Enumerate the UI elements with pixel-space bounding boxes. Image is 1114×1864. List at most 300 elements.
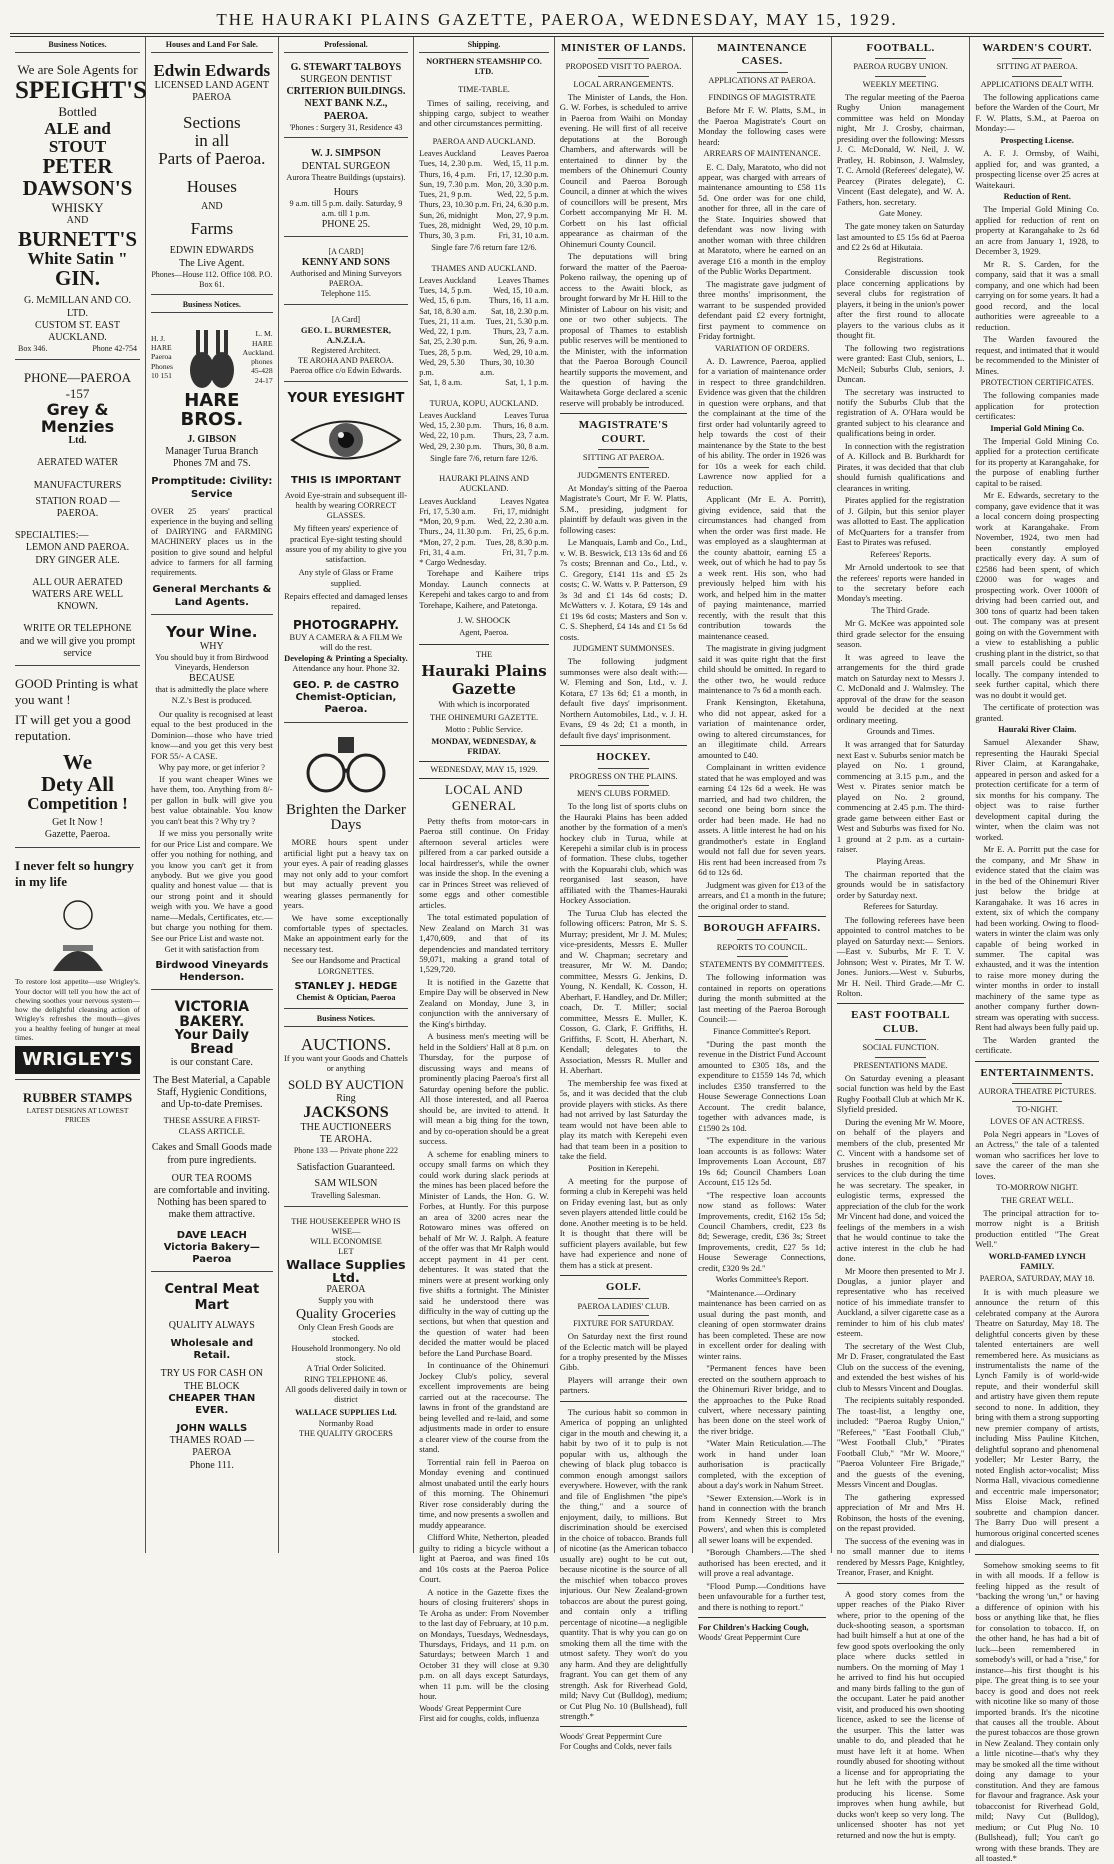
ad-line: Supply you with — [318, 1296, 374, 1305]
ad-line: Box 346. — [18, 344, 48, 354]
article-paragraph: A. F. J. Ormsby, of Waihi, applied for, and was granted, a prospecting license over 25 acres at Waitekauri. — [975, 148, 1099, 190]
route-heading: HAURAKI PLAINS AND AUCKLAND. — [439, 474, 529, 494]
article-heading: ENTERTAINMENTS. — [980, 1066, 1094, 1079]
section-heading: Business Notices. — [284, 1014, 409, 1027]
timetable-row — [419, 411, 549, 421]
speights-ad — [15, 57, 147, 360]
shipping-note: Times of sailing, receiving, and shipping cargo, subject to weather and other circumstances permitting. — [419, 97, 549, 129]
timetable-cell: Tues, 21, 11 a.m. — [419, 316, 476, 326]
motto: Motto : Public Service. — [445, 724, 523, 734]
article-heading: FOOTBALL. — [866, 42, 935, 54]
timetable-cell: Fri, 25, 6 p.m. — [502, 527, 549, 537]
timetable-cell: Thurs, 16, 11 a.m. — [489, 296, 549, 306]
timetable-cell: Sun, 26, midnight — [419, 210, 478, 220]
timetable-cell: Wed, 29, 5.30 p.m. — [419, 357, 465, 378]
section-heading: Houses and Land For Sale. — [151, 40, 273, 53]
burmester-card — [284, 310, 409, 382]
article-subheading: Imperial Gold Mining Co. — [990, 423, 1084, 433]
columns — [10, 36, 1104, 1864]
ad-line: DENTAL SURGEON — [301, 160, 391, 172]
article-paragraph: The gathering expressed appreciation of Mr and Mrs H. Robinson, the hosts of the evening, on the repast provided. — [836, 1491, 965, 1534]
bakery-ad — [151, 995, 273, 1272]
timetable-row — [419, 180, 549, 190]
ad-line: WHISKY — [51, 199, 104, 215]
timetable-cell: Sat, 18, 2.30 p.m. — [490, 306, 549, 316]
ad-line: RUBBER STAMPS — [22, 1090, 133, 1106]
spectacles-icon — [296, 737, 396, 799]
timetable-cell: Wed, 22, 5 p.m. — [496, 190, 549, 200]
ad-line: KENNY AND SONS — [301, 256, 390, 268]
article-subheading: PAEROA RUGBY UNION. — [853, 62, 948, 72]
article-paragraph: A. D. Lawrence, Paeroa, applied for a variation of maintenance order in respect to three grandchildren. Evidence was given that the children in question were orphans, and that the complainant at the time of the first order had voluntarily agreed to help towards the cost of their maintenance by the State to the best of his ability. The order in 1926 was for 10s a week for each child. Lawrence now applied for a reduction. — [698, 355, 826, 492]
ad-line: GEO. L. BURMESTER, A.N.Z.I.A. — [300, 324, 391, 346]
article-paragraph: In continuance of the Ohinemuri Jockey Club's policy, several excellent improvements are being carried out at the racecourse. The lawns in front of the grandstand are being levelled and re-laid, and some adjustments made in order to ensure a clearer view of the course from the stand. — [419, 1360, 549, 1455]
ad-line: To restore lost appetite—use Wrigley's. Your doctor will tell you how the act of chewing soothes your nervous system—how the delightful cleansing action of Wrigley's refreshes the mouth—gives you a healthy feeling of hunger at meal times. — [15, 977, 140, 1042]
timetable-row — [419, 358, 549, 379]
article-subheading: VARIATION OF ORDERS. — [714, 343, 810, 353]
ad-line: BUY A CAMERA & A FILM We will do the rest. — [289, 633, 403, 653]
ad-line: RING TELEPHONE 46. — [304, 1374, 388, 1384]
agent-name: J. W. SHOOCK — [457, 616, 511, 626]
ad-line: 9 a.m. till 5 p.m. daily. Saturday, 9 a.m. till 1 p.m. — [289, 199, 403, 218]
article-paragraph: During the evening Mr W. Moore, on behalf of the players and members of the club, presented Mr C. Vincent with a handsome set of brushes in recognition of his services to the club during the time he was secretary. The speaker, in eulogistic terms, expressed the appreciation of the club for the work Mr Vincent had done, and voiced the feelings of the members in a wish that he would continue to take the active interest in the club he had done. — [836, 1116, 965, 1264]
article-subheading: STATEMENTS BY COMMITTEES. — [699, 959, 825, 969]
timetable-row — [419, 421, 549, 431]
ad-line: are comfortable and inviting. Nothing has been spared to make them attractive. — [153, 1184, 270, 1221]
ad-line: TE AROHA. — [319, 1134, 373, 1146]
timetable-row — [419, 517, 549, 527]
ad-line: ALL OUR AERATED WATERS ARE WELL KNOWN. — [32, 576, 123, 613]
timetable-row — [419, 507, 549, 517]
article-paragraph: Mr Moore then presented to Mr J. Douglas, a junior player and representative who has received notice of his immediate transfer to Auckland, a silver cigarette case as a reminder to him of his club mates' esteem. — [836, 1265, 965, 1339]
the-label: THE — [475, 649, 493, 659]
incorporated-line: With which is incorporated — [438, 700, 530, 710]
footer-line: Woods' Great Peppermint Cure — [559, 1732, 662, 1742]
ad-line: Sections — [183, 112, 241, 132]
ad-paragraph: If you want cheaper Wines we have them, too. Anything from 8/- per gallon in bulk will give you best value obtainable. You know you can't beat this ? Why try ? — [151, 773, 273, 826]
timetable-cell: Leaves Auckland — [419, 149, 476, 159]
ad-line: The Best Material, a Capable Staff, Hygienic Conditions, and Up-to-date Premises. — [153, 1074, 271, 1111]
article-paragraph: The total estimated population of New Zealand on March 31 was 1,470,609, and that of its dependencies and mandated territory 59,071, making a grand total of 1,529,720. — [419, 912, 549, 975]
article-subheading: Referees for Saturday. — [863, 902, 938, 912]
timetable-turua — [419, 411, 549, 452]
ad-line: GOOD Printing is what you want ! — [15, 675, 139, 707]
ad-line: LATEST DESIGNS AT LOWEST PRICES — [26, 1105, 129, 1124]
article-subheading: The Third Grade. — [871, 605, 930, 615]
column-5 — [555, 37, 694, 1752]
shipping-note: Torehape and Kaihere trips Monday. Launch connects at Kerepehi and takes cargo to and from Torehape, Kaihere, and Patetonga. — [419, 568, 549, 610]
article-paragraph: A good story comes from the upper reaches of the Piako River where, prior to the opening of the duck-shooting season, a sportsman had built himself a hut at one of the few good spots overlooking the only place where ducks settled in numbers. On the morning of May 1 he arrived to find his hut occupied and many birds falling to the gun of the occupant. Later he paid another visit, and produced his own shooting licence, asked to see the license of the usurper. This the latter was unable to do, and pleaded that he must have left it at home. When roundly abused for shooting without a license and for appropriating the hut he left with the purpose of producing his license. Some improves when hung awhile, but ducks won't keep so very long. The unlicensed shooter has not yet returned and now the hut is empty. — [836, 1588, 965, 1840]
ad-line: Your Wine. — [166, 622, 258, 641]
ad-line: BECAUSE — [189, 673, 235, 685]
timetable-cell: Leaves Auckland — [419, 496, 476, 506]
article-subheading: TO-NIGHT. — [1016, 1104, 1058, 1114]
timetable-cell: Sat, 25, 2.30 p.m. — [419, 337, 477, 347]
article-paragraph: The Turua Club has elected the following officers: Patron, Mr S. S. Murray; president, Mr J. M. Mules; vice-presidents, Messrs E. Muller and W. Chapman; secretary and treasurer, Mr W. M. Dando; committee, Messrs G. Jenkins, D. Young, N. Kendall, K. Cosson, H. Aberhart, F. Handley, and Dr. Miller; coach, Dr. T. Miller; social committee, Messrs E. Muller, K. Cosson, G. Clark, F. Griffiths, H. Griffiths, F. Scott, H. Aberhart, N. Kendall; delegates to the Association, Messrs R. Muller and H. Aberhart. — [559, 907, 688, 1076]
article-paragraph: The membership fee was fixed at 5s, and it was decided that the club provide players with sticks. As there had not arrived by last Saturday the team would not have been able to play its match with Kerepehi even had that team been in a position to take the field. — [559, 1077, 688, 1162]
ad-line: WHY — [199, 640, 224, 652]
article-paragraph: Mr Arnold undertook to see that the referees' reports were handed in to the secretary before each Monday's meeting. — [836, 562, 965, 604]
ad-line: AND — [66, 215, 89, 227]
timetable-cell: Thurs, 30, 10.30 a.m. — [480, 357, 534, 378]
ad-line: SOLD BY AUCTION — [288, 1077, 404, 1093]
ad-line: Any style of Glass or Frame supplied. — [298, 568, 394, 588]
timetable-row — [419, 296, 549, 306]
ad-line: Wholesale and Retail. — [170, 1337, 254, 1362]
article-subheading: PRESENTATIONS MADE. — [853, 1060, 948, 1070]
column-4 — [414, 37, 555, 1723]
timetable-cell: *Mon, 20, 9 p.m. — [419, 517, 476, 527]
ad-line: Gazette, Paeroa. — [44, 829, 111, 841]
column-7 — [832, 37, 971, 1840]
ad-line: CRITERION BUILDINGS. NEXT BANK N.Z., PAEROA. — [286, 86, 406, 122]
ad-line: Satisfaction Guaranteed. — [296, 1162, 396, 1174]
timetable-cell: Fri, 31, 7 p.m. — [502, 547, 549, 557]
meat-mart-ad — [151, 1277, 273, 1477]
ad-line: in all — [194, 130, 230, 150]
article-paragraph: The following referees have been appointed to control matches to be played on Saturday next:— Seniors.—East v. Suburbs, Mr F. T. V. Johnson; West v. Pirates, Mr T. W. Jones. Juniors.—West v. Suburbs, Mr H. Neil. Third Grade.—Mr C. Rolton. — [836, 914, 965, 998]
article-paragraph: E. C. Daly, Maratoto, who did not appear, was charged with arrears of maintenance amounting to £58 11s 5d. One order was for one child, another for three, all in the care of the State. Inquiries showed that defendant was now living with another woman with three children at Maratoto, where he earned on an average £16 a month in the employ of the Public Works Department. — [698, 161, 826, 277]
timetable-cell: Wed, 29, 10 a.m. — [493, 347, 549, 357]
ad-line: YOUR EYESIGHT — [287, 390, 405, 406]
article-paragraph: Somehow smoking seems to fit in with all moods. If a fellow is feeling hipped as the result of "backing the wrong 'un," or having a difference of opinion with his boss or anything like that, he flies for consolation to tobacco. If, on the other hand, he has had a bit of luck—been remembered in somebody's will, or had a "rise," for instance—his first thought is his pipe. The great thing is to see your baccy is good and does not reek with nicotine like so many of those imported brands. It's the nicotine that causes all the trouble. About the purest tobaccos are those grown in New Zealand. They contain only a little nicotine—that's why they may be smoked all the time without doing any damage to your constitution. And they are famous for flavour and fragrance. Ask your tobacconist for Riverhead Gold, mild; Navy Cut (Bulldog), medium; or Cut Plug No. 10 (Bullshead), full; You can't go wrong with these brands. They are all toasted.* — [975, 1559, 1099, 1864]
ad-line: General Merchants & Land Agents. — [152, 584, 272, 608]
timetable-cell: Thurs, 23, 7 a.m. — [493, 431, 549, 441]
ad-line: Ltd. — [68, 435, 87, 447]
ad-line: WILL ECONOMISE — [310, 1237, 382, 1247]
article-subheading: Prospecting License. — [1000, 135, 1074, 145]
column-8 — [970, 37, 1104, 1864]
ad-line: LET — [338, 1247, 354, 1257]
ad-line: See our Handsome and Practical LORGNETTES. — [291, 956, 401, 976]
article-heading: MAINTENANCE CASES. — [717, 42, 807, 68]
timetable-row — [419, 442, 549, 452]
article-subheading: ARREARS OF MAINTENANCE. — [703, 149, 821, 159]
timetable-cell: Tues, 14, 2.30 p.m. — [419, 159, 483, 169]
ad-line: THE AUCTIONEERS — [300, 1122, 392, 1134]
ad-line: Phone 42-754 — [92, 344, 137, 354]
timetable-cell: Wed, 22, 1 p.m. — [419, 327, 472, 337]
ad-line: Paeroa office c/o Edwin Edwards. — [290, 365, 402, 375]
timetable-cell: Sat, 1, 8 a.m. — [419, 378, 463, 388]
article-paragraph: The secretary was instructed to notify the Suburbs Club that the registration of A. O'Hara would be granted subject to his clearance and qualifications being in order. — [836, 386, 965, 439]
timetable-cell: Tues, 21, 5.30 p.m. — [485, 316, 549, 326]
article-paragraph: Petty thefts from motor-cars in Paeroa still continue. On Friday afternoon several articles were pilfered from a car parked outside a local hairdresser's, while the owner was inside the shop. In the evening a car in Princes Street was relieved of some eggs and other comestible articles. — [419, 815, 549, 910]
ad-line: CHEAPER THAN EVER. — [168, 1392, 256, 1416]
timetable-row — [419, 211, 549, 221]
article-paragraph: Players will arrange their own partners. — [559, 1374, 688, 1396]
ad-line: Telephone 115. — [320, 289, 371, 299]
ad-line: Travelling Salesman. — [311, 1190, 381, 1200]
ad-line: Birdwood Vineyards — [155, 959, 269, 971]
footer-line: Woods' Great Peppermint Cure — [419, 1703, 522, 1713]
ad-line: SAM WILSON — [314, 1178, 378, 1190]
ad-line: AERATED WATER — [36, 457, 119, 469]
article-paragraph: It is notified in the Gazette that Empire Day will be observed in New Zealand on Monday, June 3, in conjunction with the anniversary of the King's birthday. — [419, 976, 549, 1029]
timetable-row — [419, 378, 549, 388]
article-paragraph: The following judgment summonses were also dealt with:— W. Fleming and Son, Ltd., v. J. Kotara, £7 13s 6d; £1 a month, in default five days' imprisonment. Northern Automobiles, Ltd., v. J. H. Evans, £9 4s 2d; £1 a month, in default five days' imprisonment. — [559, 656, 688, 740]
article-paragraph: The principal attraction for to-morrow night is a British production entitled "The Great Well." — [975, 1207, 1099, 1250]
article-paragraph: The certificate of protection was granted. — [975, 702, 1099, 723]
article-paragraph: The regular meeting of the Paeroa Rugby Union management committee was held on Monday night, Mr J. Crosby, chairman, presiding over the following: Messrs J. C. McDonald, W. Neil, J. W. Pratley, H. Robinson, J. Walmsley, T. C. Arnold (Referees' delegate), W. Pearcey (Pirates delegate), C. Vincent (East delegate), and W. A. Fathers, hon. secretary. — [836, 91, 965, 207]
ad-line: Parts of Paeroa. — [158, 148, 266, 168]
article-subheading: Gate Money. — [879, 209, 923, 219]
ad-line: IT will get you a good reputation. — [15, 711, 131, 743]
article-paragraph: The magistrate gave judgment of three months' imprisonment, the warrant to be suspended provided defendant paid £2 every fortnight, first payment to commence on Friday fortnight. — [698, 278, 826, 342]
ad-line: Manager Turua Branch — [165, 445, 259, 457]
article-subheading: JUDGMENTS ENTERED. — [577, 470, 670, 480]
ad-line: THIS IS IMPORTANT — [291, 475, 401, 487]
timetable-row — [419, 286, 549, 296]
article-paragraph: "Maintenance.—Ordinary maintenance has been carried on as usual during the past month, and cleaning of open stormwater drains has been completed. These are now in excellent order for dealing with winter rains. — [698, 1287, 826, 1361]
ad-line: ALE and STOUT — [44, 118, 111, 156]
ad-line: THAMES ROAD — PAEROA — [169, 1435, 255, 1459]
paper-name: Hauraki Plains Gazette — [421, 661, 547, 699]
section-heading: Business Notices. — [151, 300, 273, 313]
article-paragraph: "Sewer Extension.—Work is in hand in connection with the branch from Kennedy Street to Mrs Powers', and when this is completed all sewer loans will be expended. — [698, 1492, 826, 1545]
ad-line: Registered Architect. — [311, 345, 381, 355]
timetable-row — [419, 170, 549, 180]
article-subheading: Hauraki River Claim. — [998, 725, 1077, 735]
timetable-cell: Mon, 20, 3.30 p.m. — [485, 179, 549, 189]
ad-line: TRY US FOR CASH ON THE BLOCK — [160, 1368, 264, 1392]
ad-line: Ring — [336, 1093, 356, 1105]
article-subheading: REPORTS TO COUNCIL. — [716, 942, 808, 952]
ad-line: Phone 133 — Private phone 222 — [293, 1146, 399, 1156]
masthead: THE HAURAKI PLAINS GAZETTE, PAEROA, WEDNESDAY, MAY 15, 1929. — [10, 8, 1104, 34]
article-paragraph: The following companies made application for protection certificates: — [975, 390, 1099, 422]
ad-line: The Live Agent. — [179, 257, 245, 269]
footer-line: Woods' Great Peppermint Cure — [698, 1633, 801, 1643]
article-paragraph: Mr R. S. Carden, for the company, said that it was a small company, and one which had been carrying on for some years. It had a good record, and the local authorities were agreeable to a reduction. — [975, 258, 1099, 332]
eye-icon — [286, 409, 406, 471]
ad-line: PHONE—PAEROA -157 — [23, 369, 132, 401]
article-subheading: Registrations. — [877, 254, 924, 264]
article-paragraph: "During the past month the revenue in the District Fund Account amounted to £305 18s, and the expenditure to £1559 14s 7d, which includes £350 transferred to the House Sewerage Connections Loan Account. The credit balance, together with advances made, is £1590 2s 10d. — [698, 1038, 826, 1133]
article-paragraph: The following information was contained in reports on operations during the month submitted at the last meeting of the Paeroa Borough Council:— — [698, 972, 826, 1025]
timetable-cell: Thurs, 23, 10.30 p.m. — [419, 200, 490, 210]
ad-line: Get It Now ! — [52, 817, 103, 829]
ad-line: PHONE 25. — [321, 219, 371, 230]
timetable-cell: Wed, 29, 2.30 p.m. — [419, 441, 482, 451]
article-paragraph: "Water Main Reticulation.—The work in hand under loan authorisation is practically completed, with the exception of about a day's work in Nahum Street. — [698, 1438, 826, 1491]
ad-line: Cakes and Small Goods made from pure ingredients. — [151, 1142, 272, 1166]
timetable-cell: Tues, 14, 5 p.m. — [419, 286, 472, 296]
article-paragraph: A scheme for enabling miners to occupy small farms on which they could work during slack periods at the mines has been placed before the Minister of Lands, the Hon. G. W. Forbes, at Huntly. For this purpose an area of 3200 acres near the Rotowaro mines was offered on behalf of Mr W. J. Ralph. A feature of the offer was that Mr Ralph would accept payment in 41 per cent. debentures. It was stated that the miners were at present working only five shifts a fortnight. The Minister said he understood there was difficulty in the way of cutting up the sections, but when that question and the question of water had been decided the matter would be placed before the Land Purchase Board. — [419, 1148, 549, 1358]
ad-line: I never felt so hungry in my life — [15, 857, 134, 889]
article-paragraph: Judgment was given for £13 of the arrears, and £1 a month in the future; the original order to stand. — [698, 879, 826, 911]
timetable-cell: Wed, 22, 2.30 a.m. — [487, 517, 549, 527]
section-heading: Professional. — [284, 40, 409, 53]
rabbits-icon — [182, 322, 242, 392]
footer-line: First aid for coughs, colds, influenza — [419, 1713, 540, 1723]
article-heading: GOLF. — [605, 1281, 642, 1294]
ad-line: TE AROHA AND PAEROA. — [298, 355, 394, 365]
article-paragraph: It was arranged that for Saturday next East v. Suburbs senior match be played on No. 1 ground, commencing at 3.15 p.m., and the West v. Pirates senior match be played on No. 2 ground, commencing at 2.45 p.m. The third-grade game between either East or West and Suburbs was fixed for No. 1 ground at 2 p.m. as a curtain-raiser. — [836, 739, 965, 855]
timetable-row — [419, 200, 549, 210]
article-paragraph: Mr G. McKee was appointed sole third grade selector for the ensuing season. — [836, 618, 965, 650]
timetable-cell: Thurs, 23, 7 a.m. — [493, 327, 549, 337]
article-subheading: THE GREAT WELL. — [1000, 1195, 1074, 1205]
ad-line: Developing & Printing a Specialty. — [284, 653, 408, 663]
ad-line: STATION ROAD — PAEROA. — [35, 495, 120, 520]
ad-line: THE QUALITY GROCERS — [298, 1428, 393, 1438]
timetable-row — [419, 538, 549, 548]
article-paragraph: Applicant (Mr E. A. Porritt), giving evidence, said that the circumstances had changed from when the order was first made. He was employed as a slaughterman at the county abattoir, earning £5 a week, out of which he had to pay 5s a week rent. His son, who had previously helped him with his work, and helped him in the matter of paying maintenance, married recently, with the result that this contribution towards the maintenance ceased. — [698, 494, 826, 641]
ad-line: LEMON AND PAEROA. — [25, 542, 130, 554]
ad-line: Edwin Edwards — [153, 60, 271, 80]
ad-line: JACKSONS — [303, 1104, 389, 1122]
article-subheading: PAEROA, SATURDAY, MAY 18. — [979, 1274, 1095, 1284]
article-heading: MAGISTRATE'S COURT. — [578, 419, 669, 445]
ad-line: WRIGLEY'S — [15, 1046, 140, 1074]
timetable-cell: Tues, 28, midnight — [419, 220, 481, 230]
article-paragraph: Frank Kensington, Eketahuna, who did not appear, asked for a variation of maintenance order, owing to altered circumstances, for an illegitimate child. Arrears amounted to £40. — [698, 697, 826, 760]
ad-line: Repairs effected and damaged lenses repaired. — [284, 591, 408, 612]
timetable-cell: Fri, 24, 6.30 p.m. — [491, 200, 549, 210]
timetable-cell: Fri, 17, 5.30 a.m. — [419, 506, 476, 516]
timetable-row — [419, 159, 549, 169]
ad-line: Central Meat Mart — [164, 1282, 260, 1313]
kenny-card — [284, 242, 409, 305]
timetable-row — [419, 276, 549, 286]
timetable-cell: Fri, 17, 12.30 p.m. — [487, 169, 549, 179]
column-1 — [10, 37, 146, 1553]
ad-line: HARE BROS. — [180, 390, 244, 430]
article-subheading: SITTING AT PAEROA. — [996, 62, 1078, 72]
article-heading: HOCKEY. — [596, 751, 651, 764]
ad-line: H. J. HARE Paeroa Phones 10 151 — [151, 333, 173, 380]
ad-line: Only Clean Fresh Goods are stocked. — [298, 1323, 394, 1343]
ad-line: PETER — [42, 154, 113, 179]
ad-line: Phone 111. — [189, 1459, 234, 1471]
timetable-row — [419, 327, 549, 337]
ad-line: Avoid Eye-strain and subsequent ill-health by wearing CORRECT GLASSES. — [284, 490, 408, 521]
timetable-cell: Tues, 28, 5 p.m. — [419, 347, 472, 357]
article-paragraph: The Minister of Lands, the Hon. G. W. Forbes, is scheduled to arrive in Paeroa from Waihi on Monday evening. He will first of all receive deputations at the Borough Chambers, and afterwards will be entertained to dinner by the members of the Ohinemuri County Council and Paeroa Borough Council, a dinner at which the wives of councillors will be present, Mrs Corbett accompanying Mr H. M. Corbett on his last official appearance as chairman of the Ohinemuri County Council. — [559, 91, 688, 249]
ad-line: SPEIGHT'S — [15, 76, 147, 104]
ad-line: Chemist-Optician, Paeroa. — [295, 692, 397, 716]
article-paragraph: Clifford White, Netherton, pleaded guilty to riding a bicycle without a light at Paeroa, and was fined 10s and 10s costs at the Paeroa Police Court. — [419, 1532, 549, 1585]
timetable-cell: Leaves Auckland — [419, 410, 476, 420]
article-subheading: Finance Committee's Report. — [713, 1026, 811, 1036]
article-subheading: Works Committee's Report. — [715, 1275, 809, 1285]
article-paragraph: A meeting for the purpose of forming a club in Kerepehi was held on Friday evening last, but as only seven players attended little could be done. Another meeting is to be held. It is thought that there will be sufficient players available, but few have had experience and none of them has a stick at present. — [559, 1175, 688, 1270]
timetable-paeroa-auckland — [419, 149, 549, 241]
article-paragraph: The gate money taken on Saturday last amounted to £5 15s 6d at Paeroa and £2 2s 6d at Hikutaia. — [836, 221, 965, 253]
article-paragraph: Le Manquais, Lamb and Co., Ltd., v. W. B. Beswick, £13 13s 6d and £6 7s costs; Brennan and Co., Ltd., v. C. Gregory, £141 11s and £5 2s costs; C. W. Watts v. P. Patterson, £9 3s 3d and £1 14s 6d costs; D. McWatters v. J. Kotara, £9 14s and £1 19s 6d costs; Masters and Son v. C. S. Shepherd, £4 14s and £1 5s 6d costs. — [559, 537, 688, 642]
ad-paragraph: Our quality is recognised at least equal to the best produced in the Dominion—those who have tried know—and you get this very best FOR 55/- A CASE. — [151, 708, 273, 761]
timetable-row — [419, 527, 549, 537]
timetable-cell: Wed, 29, 10 p.m. — [492, 220, 549, 230]
article-paragraph: It was agreed to leave the arrangements for the third grade match on Saturday next to Messrs J. C. McDonald and J. Walmsley. The approval of the draw for the season would be decided at the next ordinary meeting. — [836, 651, 965, 725]
timetable-cell: Thurs, 16, 4 p.m. — [419, 169, 476, 179]
article-paragraph: "The expenditure in the various loan accounts is as follows: Water Improvements Loan Account, £87 19s 6d; Council Chambers Loan Account, £15 12s 5d. — [698, 1135, 826, 1188]
article-paragraph: The curious habit so common in America of popping an unlighted cigar in the mouth and chewing it, a habit by two of it to pulp is not popular with us, although the chewing of black plug tobacco is common enough amongst sailors everywhere. However, with the rank and file of Englishmen "the pipe's the thing," and a source of enjoyment, daily, to millions. But discrimination should be exercised in the choice of tobacco. Brands full of nicotine (as the American tobacco usually are) ought to be cut out, because nicotine is the source of all the mischief when tobacco proves injurious. Our New Zealand-grown tobaccos are about the purest going, and contain only a trifling percentage of nicotine—a negligible quantity. That is why you can go on smoking them all the time with the utmost safety. They won't do you any harm. And they are delightfully fragrant. You can get them of any strength. Ask for Riverhead Gold, mild; Navy Cut (Bulldog), medium; or Cut Plug No. 10 (Bullshead), full strength.* — [559, 1406, 688, 1721]
ad-line: WRITE OR TELEPHONE and we will give you prompt service — [19, 623, 136, 659]
agent-title: Agent, Paeroa. — [459, 628, 509, 638]
column-3 — [279, 37, 415, 1553]
article-paragraph: Pirates applied for the registration of J. Gilpin, but this senior player was allotted to East. The application of McQuarters for a transfer from East to Pirates was refused. — [836, 495, 965, 548]
ad-line: Authorised and Mining Surveyors PAEROA. — [290, 269, 402, 289]
ad-line: SURGEON DENTIST — [300, 73, 392, 85]
ad-line: [A CARD] — [328, 247, 364, 257]
timetable-cell: Thurs, 30, 3 p.m. — [419, 231, 476, 241]
article-subheading: Referees' Reports. — [870, 549, 932, 559]
timetable-cell: Mon, 27, 9 p.m. — [496, 210, 549, 220]
ad-paragraph: If we miss you personally write for our Price List and compare. We offer you nothing for nothing, and you know you can't get it from anybody. But we give you good quality and honest value — that is our strong point and it should weigh with you. We have a good name—Medals, Certificates, etc.—but charge you nothing for them. See our Price List and waste not. — [151, 828, 273, 943]
timetable-cell: Tues, 28, 8.30 p.m. — [485, 537, 549, 547]
article-subheading: SITTING AT PAEROA. — [582, 453, 665, 463]
article-paragraph: The deputations will bring forward the matter of the Paeroa-Pokeno railway, the opening up of access to the Awaiti block, as brought forward by Mr H. Hill to the Minister of Labour on his visit; and one or two other subjects. The proposal of Thames to establish public reserves will be mentioned to the Minister, with the information that the Paeroa Borough Council heartily supports the movement, and the question of having the Waitawheta Gorge declared a scenic reserve will probably be introduced. — [559, 251, 688, 408]
ad-line: GIN. — [55, 266, 100, 291]
article-heading: MINISTER OF LANDS. — [561, 42, 687, 54]
ad-line: 'Phones : Surgery 31, Residence 43 — [289, 122, 403, 132]
article-paragraph: In connection with the registration of A. Killock and B. Burkhardt for Pirates, it was decided that that club should furnish qualifications and clearances in writing. — [836, 440, 965, 493]
article-paragraph: A business men's meeting will be held in the Soldiers' Hall at 8 p.m. on Thursday, for the purpose of discussing ways and means of prominently placing Paeroa's first all Saturday opening before the public. All those interested, and all Paeroa should be, are invited to attend. It will mean a big thing for the town, and by co-operation should be a great success. — [419, 1031, 549, 1147]
ad-line: Phones—House 112. Office 108. P.O. Box 61. — [151, 269, 273, 289]
ad-line: DAWSON'S — [22, 176, 133, 201]
man-illustration-icon — [23, 893, 133, 973]
article-paragraph: Samuel Alexander Shaw, representing the Hauraki Special River Claim, at Karangahake, appeared in person and asked for a protection certificate for a term of six months for his company. The object was to raise further development capital during the winter, when the claim was not worked. — [975, 737, 1099, 842]
article-subheading: TO-MORROW NIGHT. — [996, 1183, 1079, 1193]
article-subheading: LOVES OF AN ACTRESS. — [990, 1116, 1085, 1126]
ad-line: DRY GINGER ALE. — [35, 554, 120, 566]
article-paragraph: The Imperial Gold Mining Co. applied for a protection certificate for its property at Karangahake, for the purpose of enabling further capital to be raised. — [975, 435, 1099, 488]
article-subheading: Position in Kerepehi. — [588, 1163, 659, 1173]
ad-line: W. J. SIMPSON — [311, 148, 381, 160]
footer-line: For Coughs and Colds, never fails — [559, 1742, 672, 1752]
ad-line: Attendance any hour. Phone 32. — [292, 663, 400, 673]
timetable-row — [419, 307, 549, 317]
ad-line: STANLEY J. HEDGE — [294, 980, 398, 992]
ad-line: LICENSED LAND AGENT — [154, 79, 270, 91]
ad-line: QUALITY ALWAYS — [168, 1319, 255, 1331]
article-subheading: Reduction of Rent. — [1003, 192, 1071, 202]
ad-line: Why pay more, or get inferior ? — [158, 763, 265, 773]
ad-line: OVER 25 years' practical experience in the buying and selling of DAIRYING and FARMING MACHINERY places us in the position to give sound and helpful advice to farmers for all farming requirements. — [151, 506, 273, 578]
ad-line: Farms — [190, 218, 234, 238]
ad-line: J. GIBSON — [187, 433, 237, 445]
fare-note: Single fare 7/6 return fare 12/6. — [431, 243, 537, 253]
timetable-row — [419, 221, 549, 231]
ad-line: Chemist & Optician, Paeroa — [296, 993, 396, 1003]
section-heading: Business Notices. — [15, 40, 140, 53]
timetable-cell: Wed, 22, 10 p.m. — [419, 431, 476, 441]
article-paragraph: At Monday's sitting of the Paeroa Magistrate's Court, Mr F. W. Platts, S.M., presiding, judgment for plaintiff by default was given in the following cases: — [559, 482, 688, 535]
route-heading: PAEROA AND AUCKLAND. — [432, 136, 536, 146]
article-paragraph: Considerable discussion took place concerning applications by several clubs for registration of players, it being in the union's power after the first round to allocate players to the various clubs as it thought fit. — [836, 267, 965, 341]
footer-line: For Children's Hacking Cough, — [698, 1623, 809, 1633]
article-paragraph: The success of the evening was in no small manner due to items rendered by Messrs Page, Knightley, Treanor, Fraser, and Knight. — [836, 1535, 965, 1578]
ad-line: JOHN WALLS — [176, 1423, 248, 1435]
hedge-ad — [284, 728, 409, 1010]
ad-line: EDWIN EDWARDS — [169, 245, 254, 257]
publication-days: MONDAY, WEDNESDAY, & FRIDAY. — [431, 737, 537, 757]
ad-line: VICTORIA BAKERY. — [174, 999, 250, 1030]
ad-line: that is admittedly the place where N.Z.'s Best is produced. — [155, 685, 269, 705]
ad-line: is our constant Care. — [170, 1056, 253, 1068]
ad-line: My fifteen years' experience of practical Eye-sight testing should assure you of my ability to give you satisfaction. — [285, 524, 407, 565]
jacksons-ad — [284, 1031, 409, 1207]
timetable-row — [419, 231, 549, 241]
issue-date: WEDNESDAY, MAY 15, 1929. — [430, 764, 538, 774]
talboys-card — [284, 57, 409, 139]
article-paragraph: The recipients suitably responded. The toast-list, a lengthy one, included: "Paeroa Rugby Union," "Referees," "East Football Club," "West Football Club," "Pirates Football Club," "Mr W. Moore," "Paeroa Volunteer Fire Brigade," and the guests of the evening, Messrs Vincent and Douglas. — [836, 1395, 965, 1490]
article-subheading: PROTECTION CERTIFICATES. — [980, 378, 1094, 388]
timetable-cell: Wed, 15, 11 p.m. — [493, 159, 549, 169]
timetable-cell: Thurs., 24, 11.30 p.m. — [419, 527, 492, 537]
